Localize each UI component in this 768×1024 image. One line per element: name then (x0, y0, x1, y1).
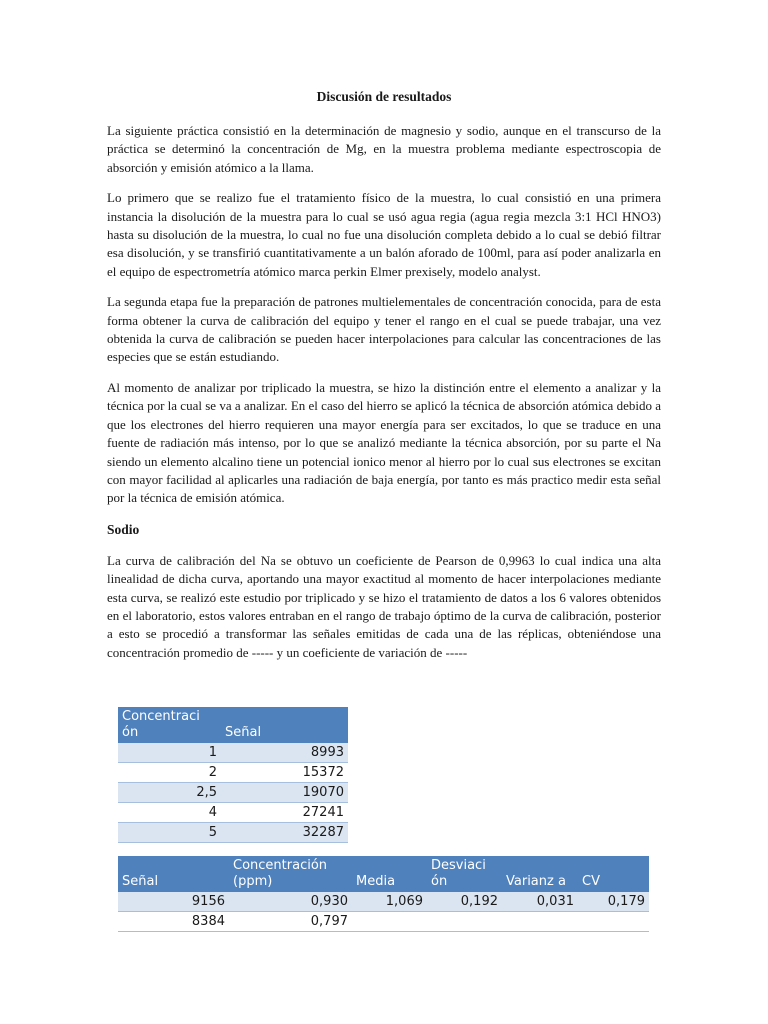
table-cell: 8384 (118, 912, 229, 932)
table-cell (502, 912, 578, 932)
table-cell: 4 (118, 803, 221, 823)
table-cell: 1,069 (352, 892, 427, 912)
table-cell: 0,179 (578, 892, 649, 912)
header-media: Media (352, 856, 427, 892)
header-concentracion: Concentraci ón (118, 707, 221, 743)
header-desviacion: Desviaci ón (427, 856, 502, 892)
header-senal: Señal (118, 856, 229, 892)
table-cell: 1 (118, 743, 221, 763)
table-cell: 2 (118, 763, 221, 783)
document-page (107, 88, 661, 674)
statistics-table (118, 856, 649, 932)
header-cv: CV (578, 856, 649, 892)
table-row (118, 743, 348, 763)
header-varianza: Varianz a (502, 856, 578, 892)
calibration-table (118, 707, 348, 843)
table-row (118, 803, 348, 823)
table-cell (578, 912, 649, 932)
table-row (118, 823, 348, 843)
paragraph-sample-treatment: Lo primero que se realizo fue el tratamiento físico de la muestra, lo cual consistió en una primera instancia la disolución de la muestra para lo cual se usó agua regia (agua regia mezcla 3:1 HCl HNO3) hasta su disolución de la muestra, lo cual no fue una disolución completa debido a lo cual se debió filtrar esa disolución, y se transfirió cuantitativamente a un balón aforado de 100ml, para así poder analizarla en el equipo de espectrometría atómico marca perkin Elmer prexisely, modelo analyst. (107, 190, 661, 279)
header-concentracion-ppm: Concentración (ppm) (229, 856, 352, 892)
paragraph-intro: La siguiente práctica consistió en la determinación de magnesio y sodio, aunque en el transcurso de la práctica se determinó la concentración de Mg, en la muestra problema mediante espectroscopia de absorción y emisión atómico a la llama. (107, 123, 661, 175)
header-senal: Señal (221, 707, 348, 743)
table-row (118, 783, 348, 803)
paragraph-technique: Al momento de analizar por triplicado la muestra, se hizo la distinción entre el elemento a analizar y la técnica por la cual se va a analizar. En el caso del hierro se aplicó la técnica de absorción atómica debido a que los electrones del hierro requieren una mayor energía para ser excitados, lo que se traduce en una fuente de radiación más intenso, por lo que se analizó mediante la técnica absorción, por su parte el Na siendo un elemento alcalino tiene un potencial ionico menor al hierro por lo cual sus electrones se excitan con mayor facilidad al aplicarles una radiación de baja energía, por tanto es más practico medir esta señal por la técnica de emisión atómica. (107, 379, 661, 506)
table-row (118, 892, 649, 912)
paragraph-calibration: La segunda etapa fue la preparación de patrones multielementales de concentración conocida, para de esta forma obtener la curva de calibración del equipo y tener el rango en el cual se puede trabajar, una vez obtenida la curva de calibración se pueden hacer interpolaciones para calcular las concentraciones de las especies que se están estudiando. (107, 294, 661, 365)
table-cell: 0,192 (427, 892, 502, 912)
table-cell (427, 912, 502, 932)
table-cell: 32287 (221, 823, 348, 843)
table-cell: 0,031 (502, 892, 578, 912)
document-title: Discusión de resultados (316, 89, 452, 104)
table-header-row (118, 856, 649, 892)
table-cell: 9156 (118, 892, 229, 912)
table-cell: 0,930 (229, 892, 352, 912)
table-cell: 8993 (221, 743, 348, 763)
table-cell: 2,5 (118, 783, 221, 803)
table-row (118, 763, 348, 783)
table-cell: 5 (118, 823, 221, 843)
table-cell: 15372 (221, 763, 348, 783)
section-heading-sodio: Sodio (107, 521, 140, 537)
table-cell: 19070 (221, 783, 348, 803)
table-cell: 27241 (221, 803, 348, 823)
table-row (118, 912, 649, 932)
table-header-row (118, 707, 348, 743)
table-cell (352, 912, 427, 932)
table-cell: 0,797 (229, 912, 352, 932)
paragraph-sodio: La curva de calibración del Na se obtuvo un coeficiente de Pearson de 0,9963 lo cual indica una alta linealidad de dicha curva, aportando una mayor exactitud al momento de hacer interpolaciones mediante esta curva, se realizó este estudio por triplicado y se hizo el tratamiento de datos a los 6 valores obtenidos en el laboratorio, estos valores entraban en el rango de trabajo óptimo de la curva de calibración, posterior a esto se procedió a transformar las señales emitidas de cada una de las réplicas, obteniéndose una concentración promedio de ----- y un coeficiente de variación de ----- (107, 552, 661, 660)
